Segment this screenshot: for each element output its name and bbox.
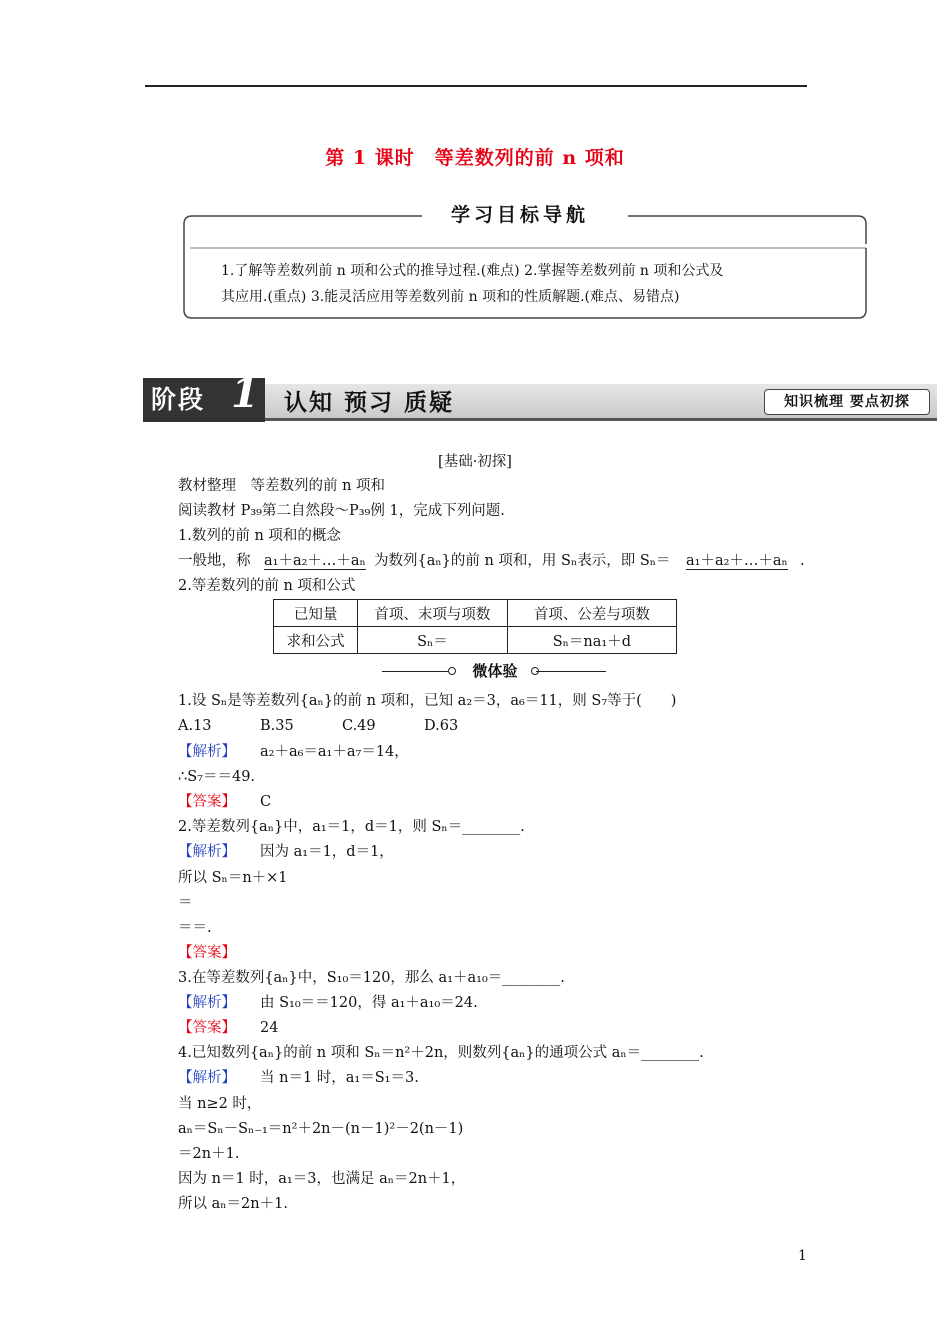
question-1: 1.设 Sₙ是等差数列{aₙ}的前 n 项和，已知 a₂＝3，a₆＝11，则 S₇等于( )	[178, 693, 677, 709]
question-4: 4.已知数列{aₙ}的前 n 项和 Sₙ＝n²＋2n，则数列{aₙ}的通项公式 aₙ＝________.	[178, 1045, 704, 1061]
table-cell: Sₙ＝na₁＋d	[507, 627, 676, 654]
material-title: 教材整理 等差数列的前 n 项和	[178, 478, 386, 494]
table-cell: Sₙ＝	[358, 627, 508, 654]
table-row	[274, 600, 677, 627]
jiexi-label: 【解析】	[178, 995, 236, 1011]
q2-solution-3: ＝	[178, 895, 193, 911]
option-d: D.63	[424, 718, 459, 734]
stage-number: 1	[231, 370, 259, 417]
answer-row	[178, 790, 272, 814]
jiexi-label: 【解析】	[178, 844, 236, 860]
q4-solution-4: ＝2n＋1.	[178, 1146, 240, 1162]
stage-tag: 知识梳理 要点初探	[764, 389, 930, 415]
daan-label: 【答案】	[178, 945, 236, 961]
definition-prefix: 一般地，称	[178, 553, 251, 569]
goals-title: 学习目标导航	[430, 200, 610, 227]
q1-answer: C	[260, 794, 272, 810]
stage-label	[143, 370, 265, 422]
question-2: 2.等差数列{aₙ}中，a₁＝1，d＝1，则 Sₙ＝________.	[178, 819, 525, 835]
top-rule	[145, 85, 807, 87]
reading-instruction: 阅读教材 P₃₉第二自然段～P₃₉例 1，完成下列问题.	[178, 503, 505, 519]
q1-solution-2: ∴S₇＝＝49.	[178, 769, 256, 785]
solution-row	[178, 1066, 419, 1090]
solution-row	[178, 840, 394, 864]
goals-line-2: 其应用.(重点) 3.能灵活应用等差数列前 n 项和的性质解题.(难点、易错点)	[221, 289, 680, 305]
definition-end: .	[800, 553, 805, 569]
wei-title: 微体验	[472, 662, 518, 680]
goals-line-1: 1.了解等差数列前 n 项和公式的推导过程.(难点) 2.掌握等差数列前 n 项和公式及	[221, 263, 724, 279]
stage-title: 认知 预习 质疑	[284, 389, 455, 416]
question-3: 3.在等差数列{aₙ}中，S₁₀＝120，那么 a₁＋a₁₀＝________.	[178, 970, 565, 986]
definition-middle: 为数列{aₙ}的前 n 项和，用 Sₙ表示，即 Sₙ＝	[374, 553, 671, 569]
stage-word: 阶段	[151, 385, 206, 414]
answer-row	[178, 1016, 279, 1040]
q4-solution-5: 因为 n＝1 时，a₁＝3，也满足 aₙ＝2n＋1，	[178, 1171, 466, 1187]
lesson-title: 第 1 课时 等差数列的前 n 项和	[325, 147, 625, 169]
daan-label: 【答案】	[178, 1020, 236, 1036]
q4-solution-3: aₙ＝Sₙ－Sₙ₋₁＝n²＋2n－(n－1)²－2(n－1)	[178, 1121, 464, 1137]
q3-answer: 24	[260, 1020, 279, 1036]
q3-solution-1: 由 S₁₀＝＝120，得 a₁＋a₁₀＝24.	[260, 995, 478, 1011]
page-number: 1	[798, 1248, 807, 1264]
goals-text	[221, 258, 821, 310]
concept-title: 1.数列的前 n 项和的概念	[178, 528, 341, 544]
definition-line	[178, 549, 814, 573]
q2-solution-2: 所以 Sₙ＝n＋×1	[178, 870, 288, 886]
q1-solution-1: a₂＋a₆＝a₁＋a₇＝14，	[260, 744, 409, 760]
table-cell: 求和公式	[274, 627, 358, 654]
solution-row	[178, 740, 409, 764]
definition-blank-2: a₁＋a₂＋…＋aₙ	[686, 549, 788, 570]
q2-solution-1: 因为 a₁＝1，d＝1，	[260, 844, 394, 860]
option-a: A.13	[178, 718, 212, 734]
formula-table	[273, 599, 677, 656]
divider-left	[382, 671, 452, 672]
solution-row	[178, 991, 478, 1015]
option-c: C.49	[342, 718, 376, 734]
q4-solution-6: 所以 aₙ＝2n＋1.	[178, 1196, 288, 1212]
table-cell: 首项、公差与项数	[507, 600, 676, 627]
jiexi-label: 【解析】	[178, 744, 236, 760]
table-row	[274, 627, 677, 654]
q2-solution-4: ＝＝.	[178, 920, 212, 936]
option-b: B.35	[260, 718, 294, 734]
definition-blank-1: a₁＋a₂＋…＋aₙ	[264, 549, 366, 570]
divider-right	[536, 671, 606, 672]
formula-title: 2.等差数列的前 n 项和公式	[178, 578, 356, 594]
table-cell: 已知量	[274, 600, 358, 627]
q4-solution-1: 当 n＝1 时，a₁＝S₁＝3.	[260, 1070, 419, 1086]
q4-solution-2: 当 n≥2 时，	[178, 1096, 262, 1112]
section-tag: [基础·初探]	[438, 454, 512, 470]
answer-row	[178, 941, 236, 965]
table-cell: 首项、末项与项数	[358, 600, 508, 627]
jiexi-label: 【解析】	[178, 1070, 236, 1086]
daan-label: 【答案】	[178, 794, 236, 810]
